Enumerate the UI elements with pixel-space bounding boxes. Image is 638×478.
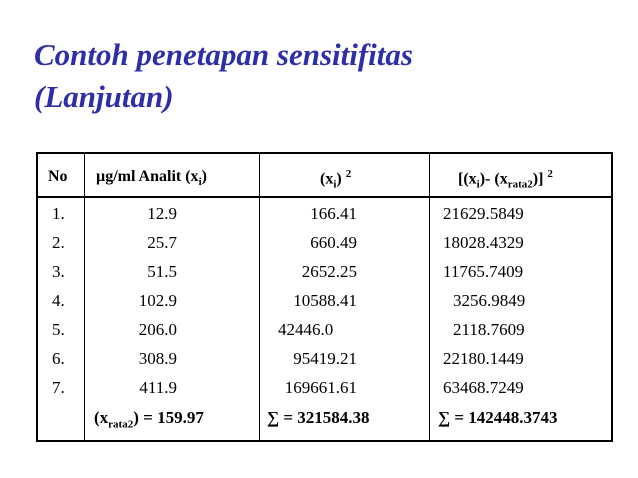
- slide-title: [34, 34, 413, 118]
- row-2-d: 18028.4329: [443, 233, 524, 252]
- row-7-no: 7.: [52, 378, 65, 397]
- sum-deviation-squared: ∑ = 142448.3743: [438, 408, 558, 427]
- mean-value: $(x_{rata2}) = 159.97$: [94, 408, 204, 431]
- row-3-x: 51.5: [147, 262, 177, 281]
- header-analit: µg/ml Analit $(x_i)$: [96, 168, 207, 189]
- row-5-no: 5.: [52, 320, 65, 339]
- row-4-x: 102.9: [138, 291, 177, 310]
- header-no: No: [48, 168, 68, 185]
- row-5-x: 206.0: [138, 320, 177, 339]
- row-1-no: 1.: [52, 204, 65, 223]
- row-4-x2: 10588.41: [293, 291, 357, 310]
- column-divider: [429, 154, 430, 440]
- row-6-d: 22180.1449: [443, 349, 524, 368]
- row-7-d: 63468.7249: [443, 378, 524, 397]
- row-5-d: 2118.7609: [453, 320, 525, 339]
- row-6-x2: 95419.21: [293, 349, 357, 368]
- row-4-d: 3256.9849: [453, 291, 526, 310]
- row-1-x2: 166.41: [310, 204, 357, 223]
- row-2-no: 2.: [52, 233, 65, 252]
- column-divider: [259, 154, 260, 440]
- row-3-d: 11765.7409: [443, 262, 524, 281]
- header-deviation-squared: [$(x_i)-$ $(x_{rata2})$] $^2$: [458, 168, 553, 191]
- row-1-x: 12.9: [147, 204, 177, 223]
- row-2-x: 25.7: [147, 233, 177, 252]
- header-x-squared: $(x_i)$ $^2$: [320, 168, 352, 191]
- row-3-no: 3.: [52, 262, 65, 281]
- row-6-x: 308.9: [138, 349, 177, 368]
- title-line-2: (Lanjutan): [34, 79, 174, 114]
- column-divider: [84, 154, 85, 440]
- row-2-x2: 660.49: [310, 233, 357, 252]
- title-line-1: Contoh penetapan sensitifitas: [34, 37, 413, 72]
- sum-x-squared: ∑ = 321584.38: [267, 408, 370, 427]
- row-7-x2: 169661.61: [284, 378, 357, 397]
- row-5-x2: 42446.0: [278, 320, 334, 339]
- row-4-no: 4.: [52, 291, 65, 310]
- row-3-x2: 2652.25: [301, 262, 357, 281]
- row-6-no: 6.: [52, 349, 65, 368]
- row-7-x: 411.9: [139, 378, 177, 397]
- row-1-d: 21629.5849: [443, 204, 524, 223]
- data-table: [36, 152, 613, 442]
